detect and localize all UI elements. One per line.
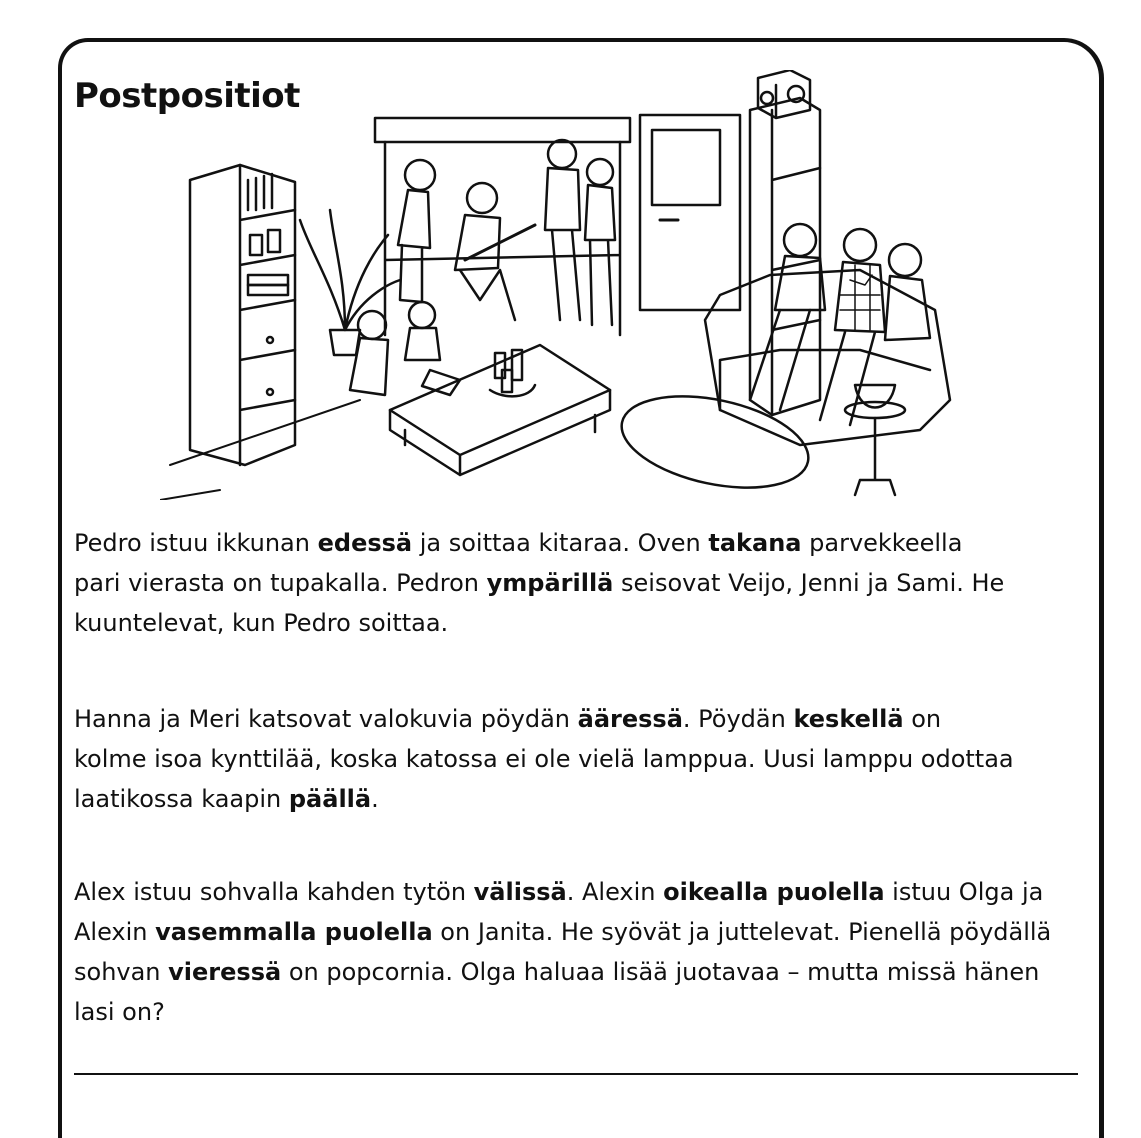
postposition-word: takana bbox=[708, 529, 802, 557]
paragraph-2 bbox=[74, 699, 1064, 819]
postposition-word: ääressä bbox=[577, 705, 683, 733]
postposition-word: välissä bbox=[473, 878, 567, 906]
sofa bbox=[705, 224, 950, 445]
para-1-line-3 bbox=[74, 609, 448, 637]
text-span: Alexin bbox=[74, 918, 156, 946]
para-1-line-2 bbox=[74, 569, 1004, 597]
postposition-word: vieressä bbox=[168, 958, 282, 986]
bookshelf bbox=[190, 165, 295, 465]
text-span: lasi on? bbox=[74, 998, 165, 1026]
postposition-word: päällä bbox=[288, 785, 372, 813]
text-span: . Alexin bbox=[566, 878, 664, 906]
text-span: on Janita. He syövät ja juttelevat. Pienellä pöydällä bbox=[432, 918, 1052, 946]
rug bbox=[613, 381, 816, 500]
text-span: sohvan bbox=[74, 958, 169, 986]
door bbox=[640, 115, 740, 310]
page-title: Postpositiot bbox=[74, 76, 300, 116]
guests-standing bbox=[398, 140, 615, 325]
postposition-word: oikealla puolella bbox=[663, 878, 885, 906]
side-table bbox=[845, 385, 905, 495]
text-span: seisovat Veijo, Jenni ja Sami. He bbox=[613, 569, 1005, 597]
text-span: istuu Olga ja bbox=[884, 878, 1044, 906]
para-3-line-2 bbox=[74, 918, 1051, 946]
postposition-word: keskellä bbox=[793, 705, 904, 733]
postposition-word: edessä bbox=[317, 529, 413, 557]
para-1-line-1 bbox=[74, 529, 962, 557]
para-2-line-3 bbox=[74, 785, 379, 813]
paragraph-1 bbox=[74, 523, 1064, 643]
text-span: Alex istuu sohvalla kahden tytön bbox=[74, 878, 474, 906]
text-span: . Pöydän bbox=[682, 705, 794, 733]
text-span: pari vierasta on tupakalla. Pedron bbox=[74, 569, 487, 597]
postposition-word: vasemmalla puolella bbox=[155, 918, 433, 946]
para-3-line-4 bbox=[74, 998, 165, 1026]
text-span: . bbox=[371, 785, 379, 813]
text-span: kolme isoa kynttilää, koska katossa ei ole vielä lamppua. Uusi lamppu odottaa bbox=[74, 745, 1014, 773]
text-span: Pedro istuu ikkunan bbox=[74, 529, 318, 557]
text-span: ja soittaa kitaraa. Oven bbox=[412, 529, 709, 557]
para-3-line-3 bbox=[74, 958, 1039, 986]
living-room-illustration bbox=[160, 70, 960, 500]
coffee-table bbox=[390, 345, 610, 475]
text-span: parvekkeella bbox=[801, 529, 963, 557]
para-2-line-1 bbox=[74, 705, 941, 733]
text-span: laatikossa kaapin bbox=[74, 785, 289, 813]
para-2-line-2 bbox=[74, 745, 1014, 773]
text-span: on popcornia. Olga haluaa lisää juotavaa – mutta missä hänen bbox=[281, 958, 1040, 986]
girls-at-table bbox=[350, 302, 440, 395]
text-span: kuuntelevat, kun Pedro soittaa. bbox=[74, 609, 449, 637]
answer-line[interactable] bbox=[74, 1073, 1078, 1075]
postposition-word: ympärillä bbox=[486, 569, 614, 597]
paragraph-3 bbox=[74, 872, 1064, 1032]
text-span: on bbox=[903, 705, 942, 733]
text-span: Hanna ja Meri katsovat valokuvia pöydän bbox=[74, 705, 578, 733]
para-3-line-1 bbox=[74, 878, 1043, 906]
